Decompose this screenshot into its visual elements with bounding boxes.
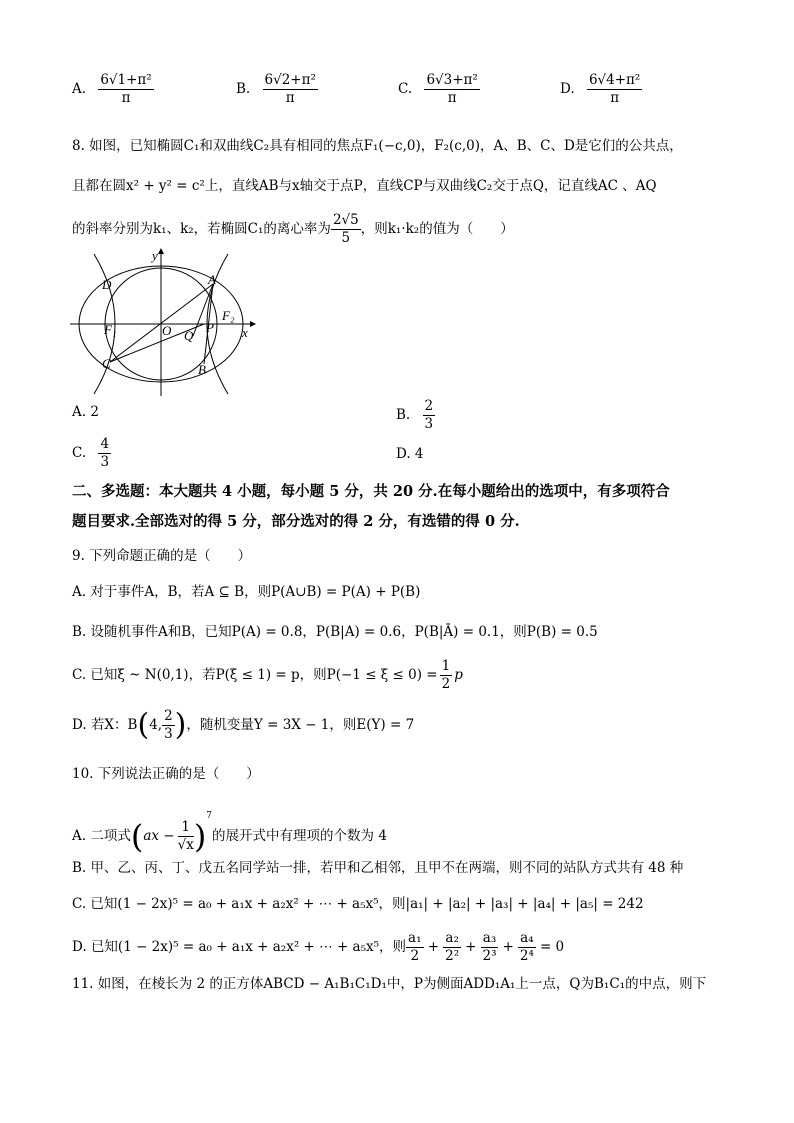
option-label: D. bbox=[560, 81, 575, 97]
fraction-denominator: 2 bbox=[410, 948, 420, 964]
q7-option-d bbox=[560, 72, 642, 107]
q9-option-d-text: ，随机变量Y = 3X − 1，则E(Y) = 7 bbox=[186, 717, 415, 733]
fraction-numerator: a₃ bbox=[482, 930, 497, 946]
q9-option-c-text: C. 已知ξ ~ N(0,1)，若P(ξ ≤ 1) = p，则P(−1 ≤ ξ ≤ 0) = bbox=[72, 667, 438, 683]
fraction-denominator: 2³ bbox=[482, 948, 497, 964]
label-f1: F₁ bbox=[104, 322, 117, 337]
right-paren: ) bbox=[193, 817, 207, 856]
fraction-denominator: π bbox=[285, 90, 295, 106]
fraction-denominator: 2⁴ bbox=[519, 948, 534, 964]
fraction-numerator: a₁ bbox=[408, 930, 422, 946]
q8-option-b bbox=[396, 398, 435, 433]
q9-option-c-text: p bbox=[454, 667, 463, 683]
q10-option-a-text: 的展开式中有理项的个数为 4 bbox=[212, 828, 387, 844]
fraction-numerator: a₄ bbox=[520, 930, 534, 946]
q8-option-c bbox=[72, 436, 111, 471]
fraction-denominator: π bbox=[447, 90, 457, 106]
fraction-numerator: 4 bbox=[100, 436, 110, 452]
fraction-numerator: 6√1+π² bbox=[100, 72, 152, 88]
fraction-denominator: 3 bbox=[164, 726, 173, 742]
q8-stem-line2: 且都在圆x² + y² = c²上，直线AB与x轴交于点P，直线CP与双曲线C₂交于点Q，记直线AC 、AQ bbox=[72, 178, 657, 194]
q10-option-a-expr: ax − bbox=[143, 828, 175, 844]
option-label: C. bbox=[72, 445, 87, 461]
label-p: P bbox=[206, 320, 214, 335]
q10-option-a-text: A. 二项式 bbox=[72, 828, 131, 844]
option-label: B. bbox=[396, 407, 411, 423]
fraction-denominator: π bbox=[610, 90, 620, 106]
section-header-line2: 题目要求.全部选对的得 5 分，部分选对的得 2 分，有选错的得 0 分. bbox=[72, 513, 520, 530]
q9-option-b: B. 设随机事件A和B，已知P(A) = 0.8，P(B|A) = 0.6，P(B|Ā) = 0.1，则P(B) = 0.5 bbox=[72, 624, 598, 640]
q8-stem-text: ，则k₁·k₂的值为（ ） bbox=[360, 221, 514, 237]
q11-stem-line1: 11. 如图，在棱长为 2 的正方体ABCD − A₁B₁C₁D₁中，P为侧面ADD₁A₁上一点，Q为B₁C₁的中点，则下 bbox=[72, 976, 707, 992]
q9-option-c bbox=[72, 658, 463, 693]
label-f2: F₂ bbox=[222, 308, 235, 323]
fraction-denominator: 2 bbox=[441, 676, 451, 692]
q8-option-d: D. 4 bbox=[396, 446, 424, 462]
left-paren: ( bbox=[137, 707, 150, 743]
fraction-denominator: √x bbox=[177, 837, 194, 853]
q10-option-b: B. 甲、乙、丙、丁、戊五名同学站一排，若甲和乙相邻，且甲不在两端，则不同的站队方式共有 48 种 bbox=[72, 860, 684, 876]
label-x: x bbox=[242, 325, 248, 340]
exponent: 7 bbox=[206, 811, 213, 821]
fraction-numerator: 2 bbox=[424, 398, 434, 414]
q10-stem: 10. 下列说法正确的是（ ） bbox=[72, 766, 260, 782]
label-y: y bbox=[152, 248, 158, 263]
q8-stem-line3 bbox=[72, 212, 514, 247]
section-header-line1: 二、多选题：本大题共 4 小题，每小题 5 分，共 20 分.在每小题给出的选项中，有多项符合 bbox=[72, 483, 670, 500]
q8-stem-text: 的斜率分别为k₁、k₂，若椭圆C₁的离心率为 bbox=[72, 221, 331, 237]
q10-option-d: D. 已知(1 − 2x)⁵ = a₀ + a₁x + a₂x² + ⋯ + a₅x⁵，则 $\frac{\text{a₁}}{2}$ + $\frac{\text{a₂}}{\text{2²}}$ + $\frac{\text{a₃}}{\text{2³}}$ + $\frac{\text{a₄}}{\text{2⁴}}$ = 0 bbox=[72, 930, 565, 964]
fraction-numerator: 1 bbox=[441, 658, 451, 674]
fraction-denominator: π bbox=[121, 90, 131, 106]
q9-option-d bbox=[72, 708, 414, 743]
q7-option-c bbox=[398, 72, 480, 107]
fraction-numerator: 2 bbox=[164, 708, 173, 724]
label-d: D bbox=[102, 277, 112, 292]
option-label: C. bbox=[398, 81, 413, 97]
q8-option-a: A. 2 bbox=[72, 404, 99, 420]
fraction-denominator: 3 bbox=[424, 416, 434, 432]
option-label: A. bbox=[72, 81, 87, 97]
label-q: Q bbox=[184, 328, 194, 343]
q10-option-c: C. 已知(1 − 2x)⁵ = a₀ + a₁x + a₂x² + ⋯ + a₅x⁵，则|a₁| + |a₂| + |a₃| + |a₄| + |a₅| = 242 bbox=[72, 896, 644, 912]
q9-option-a: A. 对于事件A，B，若A ⊆ B，则P(A∪B) = P(A) + P(B) bbox=[72, 584, 421, 600]
fraction-numerator: 1 bbox=[178, 819, 194, 837]
label-a: A bbox=[208, 272, 216, 287]
fraction-numerator: 6√4+π² bbox=[588, 72, 641, 88]
q10-option-d-text: D. 已知(1 − 2x)⁵ = a₀ + a₁x + a₂x² + ⋯ + a₅x⁵，则 bbox=[72, 939, 407, 955]
label-b: B bbox=[198, 362, 206, 377]
q7-option-b bbox=[236, 72, 318, 107]
fraction-numerator: a₂ bbox=[445, 930, 459, 946]
label-c: C bbox=[102, 356, 111, 371]
option-label: B. bbox=[236, 81, 251, 97]
q8-stem-line1: 8. 如图，已知椭圆C₁和双曲线C₂具有相同的焦点F₁(−c,0)，F₂(c,0)，A、B、C、D是它们的公共点， bbox=[72, 138, 683, 154]
fraction-denominator: 3 bbox=[100, 454, 110, 470]
fraction-denominator: 5 bbox=[341, 230, 351, 246]
label-o: O bbox=[162, 323, 172, 338]
fraction-numerator: 6√2+π² bbox=[264, 72, 316, 88]
q9-option-d-text: D. 若X：B bbox=[72, 717, 138, 733]
ellipse-hyperbola-figure bbox=[66, 246, 256, 400]
q10-option-d-text: = 0 bbox=[539, 939, 565, 955]
fraction-denominator: 2² bbox=[445, 948, 460, 964]
q9-stem: 9. 下列命题正确的是（ ） bbox=[72, 548, 252, 564]
left-paren: ( bbox=[130, 817, 144, 856]
fraction-numerator: 2√5 bbox=[332, 212, 359, 228]
q7-option-a bbox=[72, 72, 154, 107]
right-paren: ) bbox=[174, 707, 187, 743]
q9-option-d-text: 4, bbox=[149, 717, 163, 733]
q10-option-a bbox=[72, 806, 387, 854]
fraction-numerator: 6√3+π² bbox=[426, 72, 478, 88]
